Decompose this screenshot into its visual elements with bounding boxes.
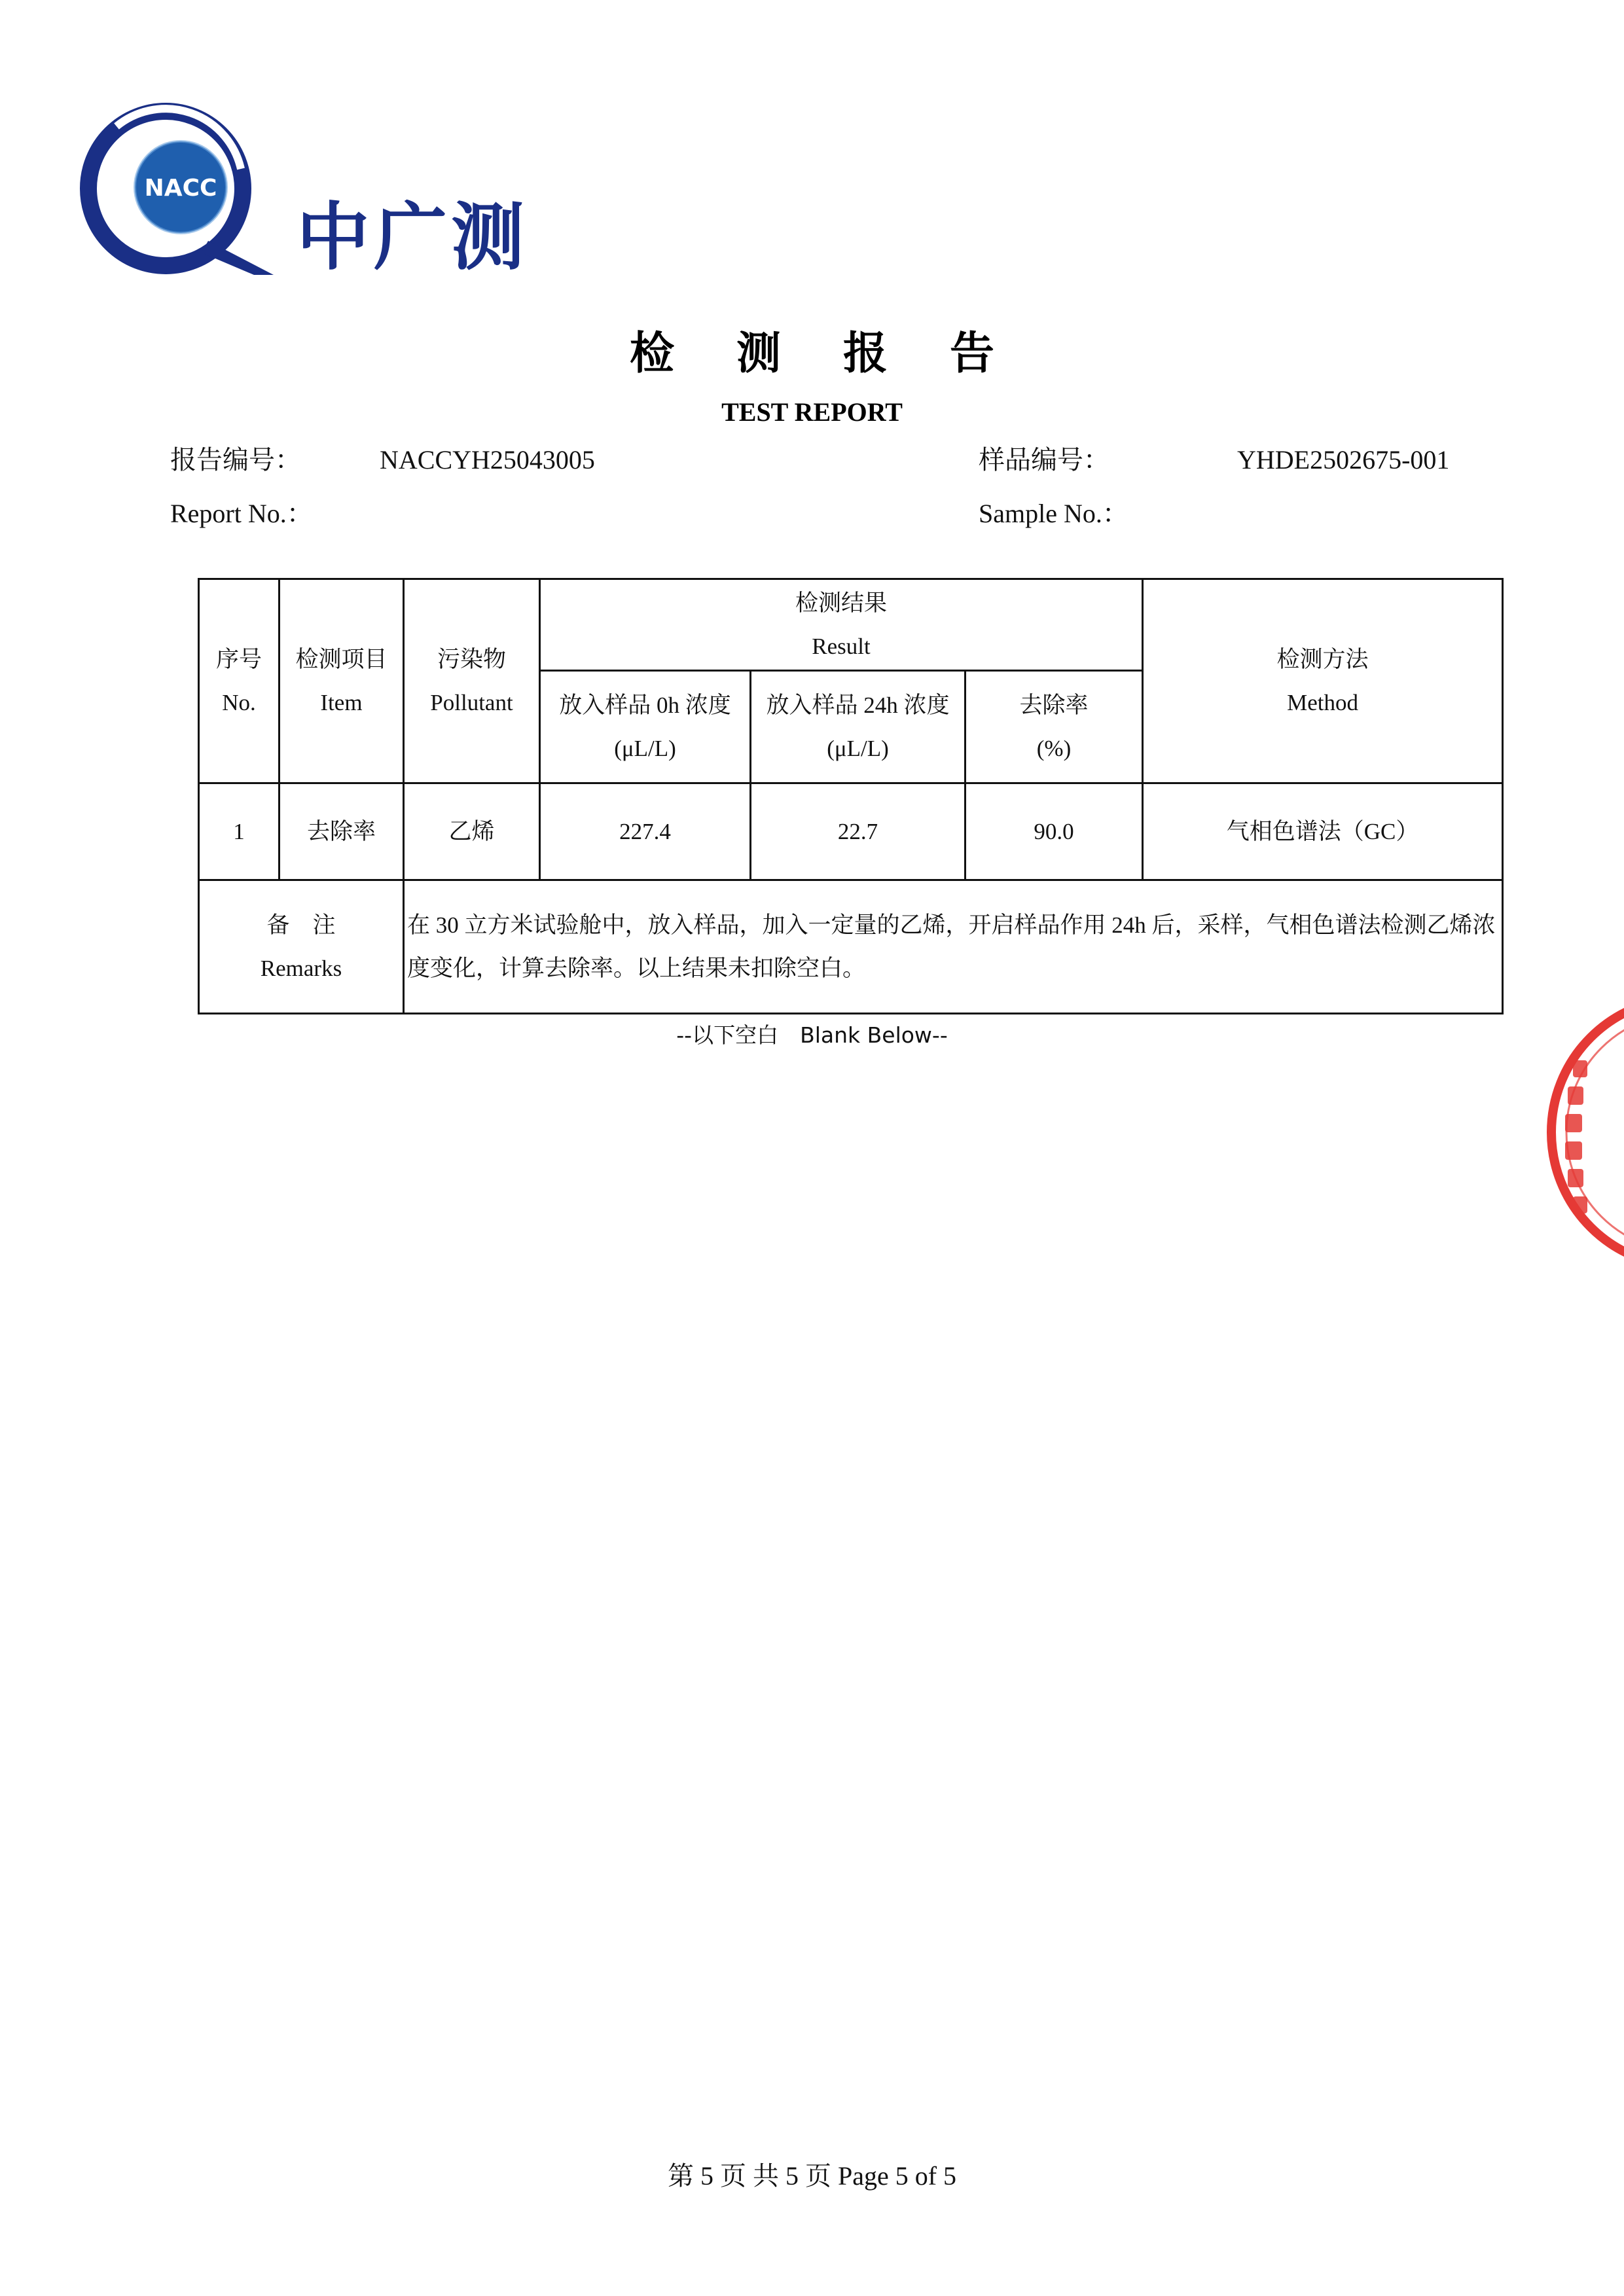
results-table xyxy=(198,578,1504,1014)
sample-no-value: YHDE2502675-001 xyxy=(1237,445,1450,475)
remarks-text: 在 30 立方米试验舱中，放入样品，加入一定量的乙烯，开启样品作用 24h 后，采样，气相色谱法检测乙烯浓度变化，计算去除率。以上结果未扣除空白。 xyxy=(404,880,1503,1014)
report-title-en: TEST REPORT xyxy=(721,397,903,427)
cell-concentration-0h: 227.4 xyxy=(540,783,751,880)
cell-concentration-24h: 22.7 xyxy=(751,783,965,880)
remarks-label-en: Remarks xyxy=(260,955,342,981)
header-no xyxy=(199,579,280,783)
header-item xyxy=(280,579,404,783)
cell-removal-rate: 90.0 xyxy=(965,783,1143,880)
header-removal-rate xyxy=(965,671,1143,783)
header-pollutant-en: Pollutant xyxy=(430,689,513,715)
header-rate-label: 去除率 xyxy=(1019,692,1089,718)
header-c24-label: 放入样品 24h 浓度 xyxy=(766,692,950,718)
header-concentration-0h xyxy=(540,671,751,783)
nacc-badge-text: NACC xyxy=(144,175,217,202)
header-no-cn: 序号 xyxy=(215,646,262,672)
remarks-label xyxy=(199,880,404,1014)
company-logo xyxy=(77,97,549,287)
header-c24-unit: (μL/L) xyxy=(827,735,889,761)
header-c0-unit: (μL/L) xyxy=(614,735,676,761)
header-item-cn: 检测项目 xyxy=(295,646,388,672)
sample-no-label-en: Sample No.： xyxy=(979,499,1128,528)
table-header-row xyxy=(199,579,1503,671)
header-result xyxy=(540,579,1143,671)
header-result-en: Result xyxy=(812,633,871,659)
header-pollutant xyxy=(404,579,540,783)
remarks-label-cn: 备 注 xyxy=(266,912,336,938)
table-row xyxy=(199,783,1503,880)
cell-pollutant: 乙烯 xyxy=(404,783,540,880)
cell-method: 气相色谱法（GC） xyxy=(1143,783,1503,880)
remarks-row xyxy=(199,880,1503,1014)
header-method-cn: 检测方法 xyxy=(1276,646,1369,672)
report-no-label-en: Report No.： xyxy=(170,499,313,528)
blank-below-notice: --以下空白 Blank Below-- xyxy=(676,1022,948,1048)
report-no-value: NACCYH25043005 xyxy=(380,445,595,475)
official-seal xyxy=(1542,995,1624,1270)
header-rate-unit: (%) xyxy=(1036,735,1072,761)
header-c0-label: 放入样品 0h 浓度 xyxy=(559,692,731,718)
page-footer: 第 5 页 共 5 页 Page 5 of 5 xyxy=(667,2161,957,2191)
cell-item: 去除率 xyxy=(280,783,404,880)
header-pollutant-cn: 污染物 xyxy=(437,646,506,672)
header-method-en: Method xyxy=(1287,689,1358,715)
report-no-label-cn: 报告编号： xyxy=(170,445,301,475)
sample-no-label-cn: 样品编号： xyxy=(979,445,1110,475)
nacc-logo-mark xyxy=(77,97,300,287)
report-title-cn: 检测报告 xyxy=(629,327,1056,380)
header-no-en: No. xyxy=(222,689,256,715)
header-item-en: Item xyxy=(320,689,363,715)
brand-name: 中广测 xyxy=(297,195,528,280)
cell-no: 1 xyxy=(199,783,280,880)
seal-graphic xyxy=(1542,995,1624,1270)
header-concentration-24h xyxy=(751,671,965,783)
header-result-cn: 检测结果 xyxy=(795,590,888,616)
header-method xyxy=(1143,579,1503,783)
